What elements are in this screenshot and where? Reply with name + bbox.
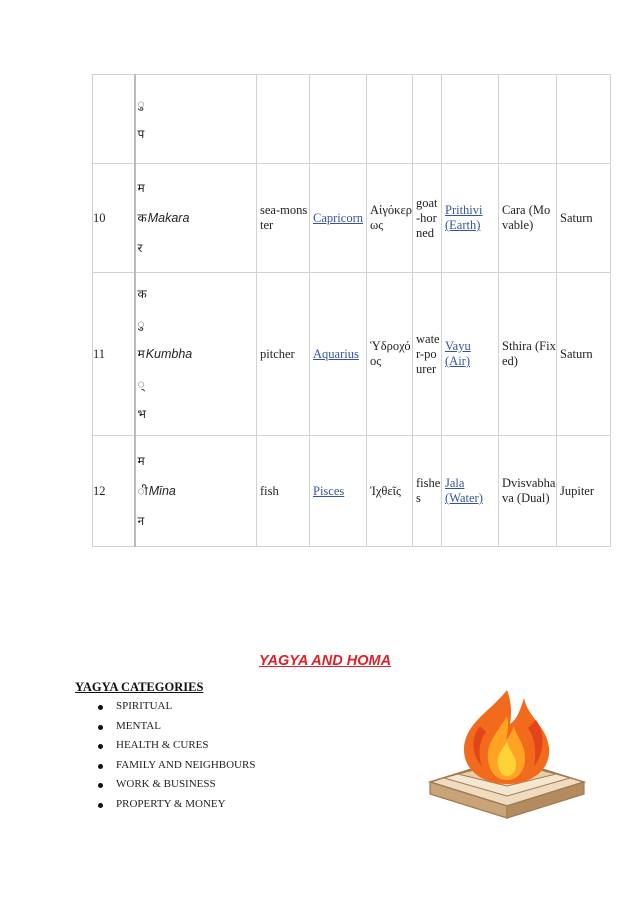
symbol-char: न	[137, 514, 145, 528]
lord-cell: Saturn	[557, 273, 611, 436]
sign-name: Mīna	[148, 484, 176, 498]
symbol-char: क	[137, 287, 147, 301]
symbol-char: प	[137, 127, 145, 141]
meaning-cell: pitcher	[257, 273, 310, 436]
symbol-cell	[135, 273, 257, 436]
list-item: SPIRITUAL	[96, 697, 255, 717]
cell	[367, 75, 413, 164]
symbol-char: ्	[137, 377, 145, 391]
row-number-cell: 10	[93, 164, 135, 273]
western-sign-cell	[310, 273, 367, 436]
lord-cell: Jupiter	[557, 436, 611, 547]
greek-name-cell: Ὑδροχόος	[367, 273, 413, 436]
element-cell	[442, 273, 499, 436]
greek-meaning-cell: fishes	[413, 436, 442, 547]
row-number-cell: 12	[93, 436, 135, 547]
greek-name-cell: Αἰγόκερως	[367, 164, 413, 273]
symbol-char: म	[137, 181, 145, 195]
sign-name: Kumbha	[145, 347, 193, 361]
element-link[interactable]: Vayu (Air)	[445, 339, 471, 368]
list-item: MENTAL	[96, 717, 255, 737]
symbol-char: भ	[137, 407, 146, 421]
cell	[442, 75, 499, 164]
meaning-cell: fish	[257, 436, 310, 547]
symbol-char: ु	[137, 317, 145, 331]
list-item: PROPERTY & MONEY	[96, 795, 255, 815]
cell	[257, 75, 310, 164]
quality-cell: Cara (Movable)	[499, 164, 557, 273]
list-item: WORK & BUSINESS	[96, 775, 255, 795]
element-link[interactable]: Prithivi (Earth)	[445, 203, 483, 232]
table-row-partial	[93, 75, 611, 164]
categories-list	[96, 697, 255, 814]
greek-meaning-cell: water-pourer	[413, 273, 442, 436]
quality-cell: Dvisvabhava (Dual)	[499, 436, 557, 547]
row-number-cell: 11	[93, 273, 135, 436]
symbol-char: ी	[137, 484, 148, 498]
table-row	[93, 436, 611, 547]
categories-heading: YAGYA CATEGORIES	[75, 680, 204, 694]
greek-meaning-cell: goat-horned	[413, 164, 442, 273]
flame-icon	[464, 690, 549, 784]
symbol-cell	[135, 164, 257, 273]
table-row	[93, 164, 611, 273]
list-item: FAMILY AND NEIGHBOURS	[96, 756, 255, 776]
cell	[557, 75, 611, 164]
section-title: YAGYA AND HOMA	[258, 653, 392, 669]
cell	[310, 75, 367, 164]
symbol-cell	[135, 436, 257, 547]
zodiac-table	[92, 74, 611, 547]
element-cell	[442, 164, 499, 273]
sign-name: Makara	[147, 211, 190, 225]
row-number-cell	[93, 75, 135, 164]
lord-cell: Saturn	[557, 164, 611, 273]
cell	[413, 75, 442, 164]
element-cell	[442, 436, 499, 547]
cell	[499, 75, 557, 164]
quality-cell: Sthira (Fixed)	[499, 273, 557, 436]
symbol-char: क	[137, 211, 147, 225]
greek-name-cell: Ἰχθεῖς	[367, 436, 413, 547]
western-sign-link[interactable]: Pisces	[313, 483, 345, 498]
symbol-char: ु	[137, 97, 145, 111]
element-link[interactable]: Jala (Water)	[445, 476, 483, 505]
symbol-cell	[135, 75, 257, 164]
western-sign-cell	[310, 436, 367, 547]
symbol-char: म	[137, 454, 145, 468]
list-item: HEALTH & CURES	[96, 736, 255, 756]
meaning-cell: sea-monster	[257, 164, 310, 273]
western-sign-cell	[310, 164, 367, 273]
homa-fire-illustration	[428, 686, 586, 820]
western-sign-link[interactable]: Aquarius	[313, 346, 359, 361]
western-sign-link[interactable]: Capricorn	[313, 210, 363, 225]
symbol-char: म	[137, 347, 145, 361]
table-row	[93, 273, 611, 436]
symbol-char: र	[137, 241, 143, 255]
